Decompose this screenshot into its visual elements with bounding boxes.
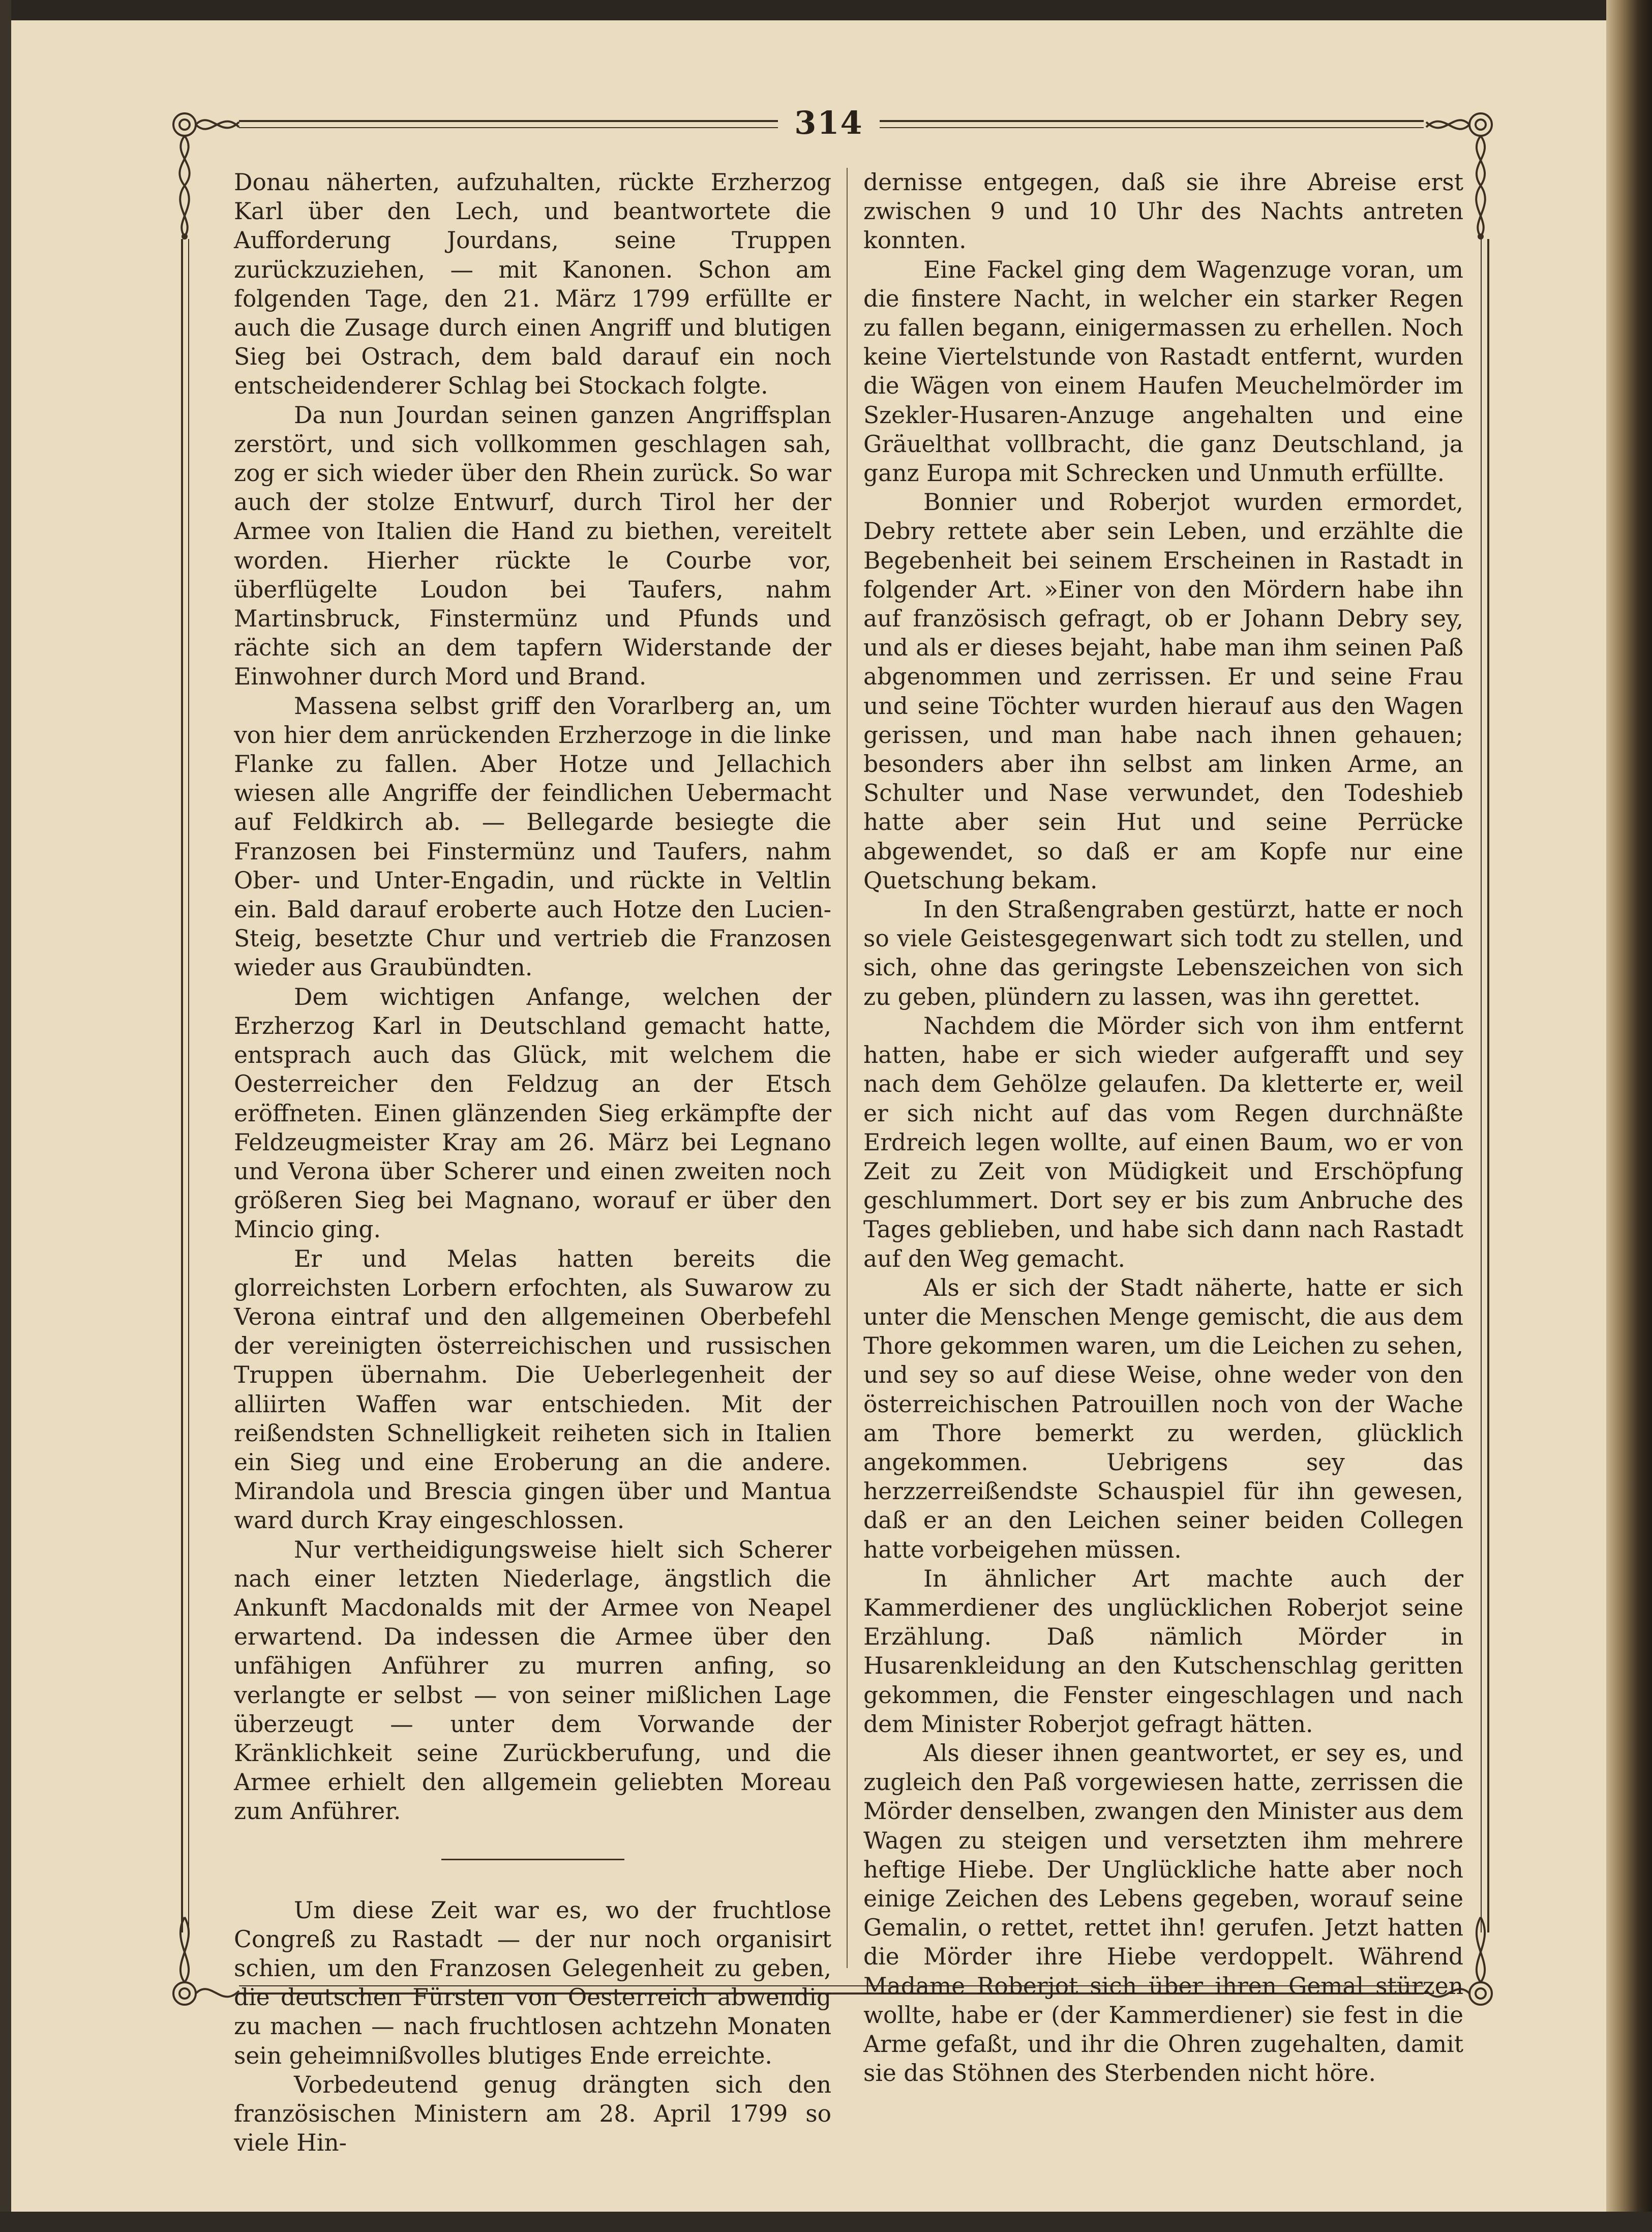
book-binding-edge [1606,0,1652,2232]
frame-left-line-thin [188,239,189,1932]
paragraph: dernisse entgegen, daß sie ihre Abreise erst zwischen 9 und 10 Uhr des Nachts antreten konnten. [863,169,1463,254]
frame-left-line [181,239,183,1932]
column-rule [847,168,848,1968]
section-divider [441,1859,624,1860]
scan-border-top [0,0,1652,20]
left-column [234,168,831,2157]
page-number: 314 [794,104,863,141]
frame-top-line-left [239,120,778,122]
scan-border-bottom [0,2212,1652,2232]
paragraph: Als er sich der Stadt näherte, hatte er sich unter die Menschen Menge gemischt, die aus dem Thore gekommen waren, um die Leichen zu sehen, und sey so auf diese Weise, ohne weder von den österreichischen Patrouillen noch von der Wache am Thore bemerkt zu werden, glücklich angekommen. Uebrigens sey das herzzerreißendste Schauspiel für ihn gewesen, daß er an den Leichen seiner beiden Collegen hatte vorbeigehen müssen. [863,1274,1463,1563]
paragraph: In den Straßengraben gestürzt, hatte er noch so viele Geistesgegenwart sich todt zu stellen, und sich, ohne das geringste Lebenszeichen von sich zu geben, plündern zu lassen, was ihn gerettet. [863,896,1463,1010]
paragraph: Vorbedeutend genug drängten sich den französischen Ministern am 28. April 1799 so viele Hin- [234,2071,831,2157]
paragraph: Donau näherten, aufzuhalten, rückte Erzherzog Karl über den Lech, und beantwortete die Aufforderung Jourdans, seine Truppen zurückzuziehen, — mit Kanonen. Schon am folgenden Tage, den 21. März 1799 erfüllte er auch die Zusage durch einen Angriff und blutigen Sieg bei Ostrach, dem bald darauf ein noch entscheidenderer Schlag bei Stockach folgte. [234,169,831,400]
frame-right-line-thin [1481,239,1482,1932]
frame-right-line [1487,239,1489,1932]
paragraph: Massena selbst griff den Vorarlberg an, um von hier dem anrückenden Erzherzoge in die linke Flanke zu fallen. Aber Hotze und Jellachich wiesen alle Angriffe der feindlichen Uebermacht auf Feldkirch ab. — Bellegarde besiegte die Franzosen bei Finstermünz und Taufers, nahm Ober- und Unter-Engadin, und rückte in Veltlin ein. Bald darauf eroberte auch Hotze den Lucien-Steig, besetzte Chur und vertrieb die Franzosen wieder aus Graubündten. [234,692,831,981]
corner-ornament-bottom-left-icon [165,1897,242,2019]
frame-top-line-left-thin [239,127,778,128]
paragraph: Nur vertheidigungsweise hielt sich Scherer nach einer letzten Niederlage, ängstlich die Ankunft Macdonalds mit der Armee von Neapel erwartend. Da indessen die Armee über den unfähigen Anführer zu murren anfing, so verlangte er selbst — von seiner mißlichen Lage überzeugt — unter dem Vorwande der Kränklichkeit seine Zurückberufung, und die Armee erhielt den allgemein geliebten Moreau zum Anführer. [234,1536,831,1825]
scan-border-left [0,0,11,2232]
paragraph: Er und Melas hatten bereits die glorreichsten Lorbern erfochten, als Suwarow zu Verona eintraf und den allgemeinen Oberbefehl der vereinigten österreichischen und russischen Truppen übernahm. Die Ueberlegenheit der alliirten Waffen war entschieden. Mit der reißendsten Schnelligkeit reiheten sich in Italien ein Sieg und eine Eroberung an die andere. Mirandola und Brescia gingen über und Mantua ward durch Kray eingeschlossen. [234,1245,831,1534]
paragraph: In ähnlicher Art machte auch der Kammerdiener des unglücklichen Roberjot seine Erzählung. Daß nämlich Mörder in Husarenkleidung an den Kutschenschlag geritten gekommen, die Fenster eingeschlagen und nach dem Minister Roberjot gefragt hätten. [863,1565,1463,1738]
paragraph: Um diese Zeit war es, wo der fruchtlose Congreß zu Rastadt — der nur noch organisirt schien, um den Franzosen Gelegenheit zu geben, die deutschen Fürsten von Oesterreich abwendig zu machen — nach fruchtlosen achtzehn Monaten sein geheimnißvolles blutiges Ende erreichte. [234,1896,831,2069]
paragraph: Nachdem die Mörder sich von ihm entfernt hatten, habe er sich wieder aufgerafft und sey nach dem Gehölze gelaufen. Da kletterte er, weil er sich nicht auf das vom Regen durchnäßte Erdreich legen wollte, auf einen Baum, wo er von Zeit zu Zeit von Müdigkeit und Erschöpfung geschlummert. Dort sey er bis zum Anbruche des Tages geblieben, und habe sich dann nach Rastadt auf den Weg gemacht. [863,1012,1463,1272]
frame-top-line-right-thin [880,127,1424,128]
frame-top-line-right [880,120,1424,122]
paragraph: Bonnier und Roberjot wurden ermordet, Debry rettete aber sein Leben, und erzählte die Begebenheit bei seinem Erscheinen in Rastadt in folgender Art. »Einer von den Mördern habe ihn auf französisch gefragt, ob er Johann Debry sey, und als er dieses bejaht, habe man ihm seinen Paß abgenommen und zerrissen. Er und seine Frau und seine Töchter wurden hierauf aus den Wagen gerissen, und man habe nach ihnen gehauen; besonders aber ihn selbst am linken Arme, an Schulter und Nase verwundet, den Todeshieb hatte aber sein Hut und seine Perrücke abgewendet, so daß er am Kopfe nur eine Quetschung bekam. [863,489,1463,894]
right-column [863,168,1463,2088]
paragraph: Eine Fackel ging dem Wagenzuge voran, um die finstere Nacht, in welcher ein starker Regen zu fallen begann, einigermassen zu erhellen. Noch keine Viertelstunde von Rastadt entfernt, wurden die Wägen von einem Haufen Meuchelmörder im Szekler-Husaren-Anzuge angehalten und eine Gräuelthat vollbracht, die ganz Deutschland, ja ganz Europa mit Schrecken und Unmuth erfüllte. [863,256,1463,487]
paragraph: Dem wichtigen Anfange, welchen der Erzherzog Karl in Deutschland gemacht hatte, entsprach auch das Glück, mit welchem die Oesterreicher den Feldzug an der Etsch eröffneten. Einen glänzenden Sieg erkämpfte der Feldzeugmeister Kray am 26. März bei Legnano und Verona über Scherer und einen zweiten noch größeren Sieg bei Magnano, worauf er über den Mincio ging. [234,983,831,1243]
paragraph: Da nun Jourdan seinen ganzen Angriffsplan zerstört, und sich vollkommen geschlagen sah, zog er sich wieder über den Rhein zurück. So war auch der stolze Entwurf, durch Tirol her der Armee von Italien die Hand zu biethen, vereitelt worden. Hierher rückte le Courbe vor, überflügelte Loudon bei Taufers, nahm Martinsbruck, Finstermünz und Pfunds und rächte sich an dem tapfern Widerstande der Einwohner durch Mord und Brand. [234,401,831,691]
paragraph: Als dieser ihnen geantwortet, er sey es, und zugleich den Paß vorgewiesen hatte, zerrissen die Mörder denselben, zwangen den Minister aus dem Wagen zu steigen und versetzten ihm mehrere heftige Hiebe. Der Unglückliche hatte aber noch einige Zeichen des Lebens gegeben, worauf seine Gemalin, o rettet, rettet ihn! gerufen. Jetzt hatten die Mörder ihre Hiebe verdoppelt. Während Madame Roberjot sich über ihren Gemal stürzen wollte, habe er (der Kammerdiener) sie fest in die Arme gefaßt, und ihr die Ohren zugehalten, damit sie das Stöhnen des Sterbenden nicht höre. [863,1739,1463,2087]
corner-ornament-top-left-icon [165,99,242,242]
